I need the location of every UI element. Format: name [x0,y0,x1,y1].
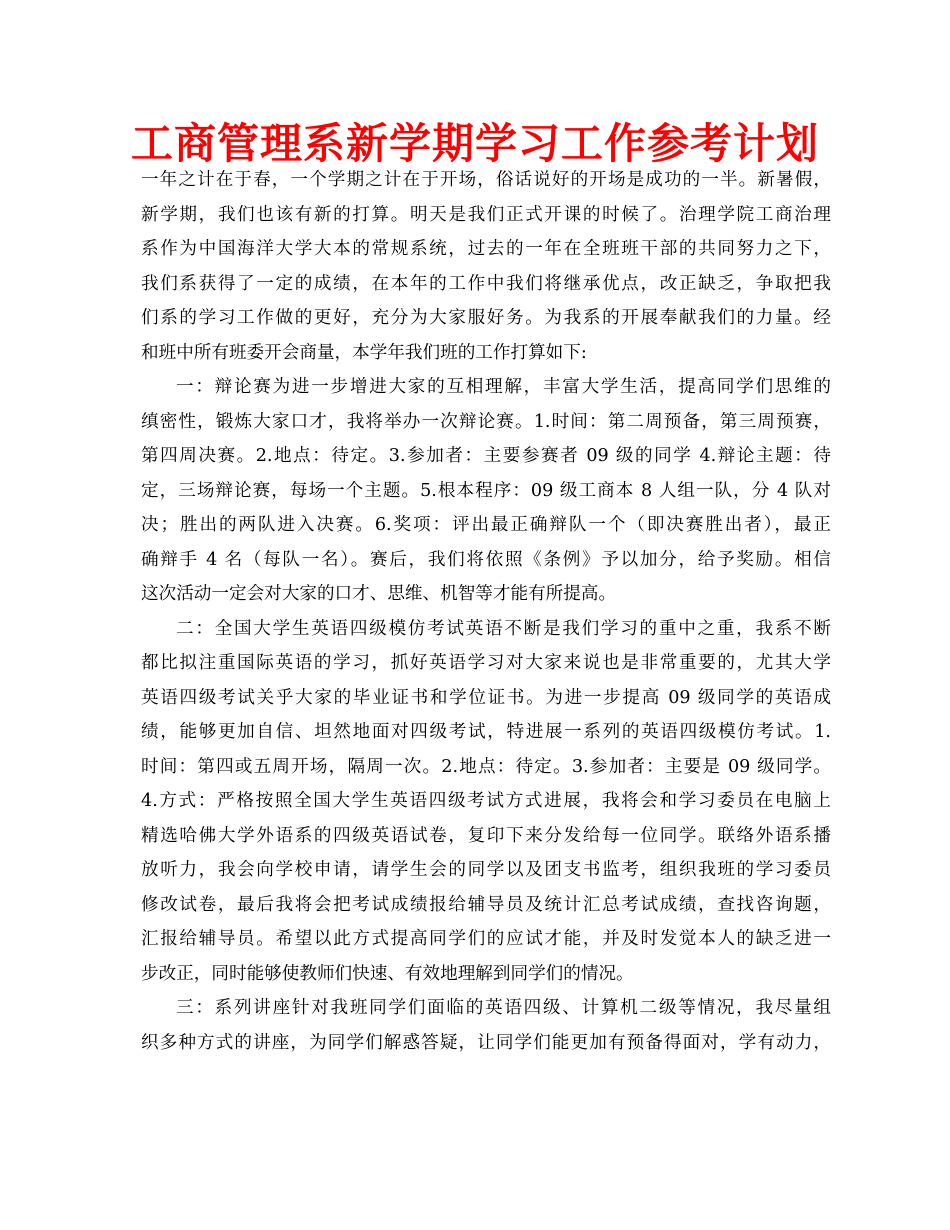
document-body [141,163,831,1060]
text-line: 汇报给辅导员。希望以此方式提高同学们的应试才能，并及时发觉本人的缺乏进一 [141,929,831,949]
text-line: 系作为中国海洋大学大本的常规系统，过去的一年在全班班干部的共同努力之下， [141,239,831,259]
text-line: 决；胜出的两队进入决赛。6.奖项：评出最正确辩队一个（即决赛胜出者），最正 [141,515,831,535]
text-line: 新学期，我们也该有新的打算。明天是我们正式开课的时候了。治理学院工商治理 [141,204,831,225]
text-line: 定，三场辩论赛，每场一个主题。5.根本程序：09 级工商本 8 人组一队，分 4 队对 [141,480,831,501]
text-line: 英语四级考试关乎大家的毕业证书和学位证书。为进一步提高 09 级同学的英语成 [141,687,831,708]
text-line: 修改试卷，最后我将会把考试成绩报给辅导员及统计汇总考试成绩，查找咨询题， [141,894,831,915]
text-line: 精选哈佛大学外语系的四级英语试卷，复印下来分发给每一位同学。联络外语系播 [141,825,831,846]
text-line: 二：全国大学生英语四级模仿考试英语不断是我们学习的重中之重，我系不断 [176,618,831,639]
text-line: 们系的学习工作做的更好，充分为大家服好务。为我系的开展奉献我们的力量。经 [141,308,831,328]
text-line: 确辩手 4 名（每队一名）。赛后，我们将依照《条例》予以加分，给予奖励。相信 [141,549,831,570]
text-line: 织多种方式的讲座，为同学们解惑答疑，让同学们能更加有预备得面对，学有动力， [141,1032,831,1053]
text-line: 一：辩论赛为进一步增进大家的互相理解，丰富大学生活，提高同学们思维的 [176,377,831,397]
document-title: 工商管理系新学期学习工作参考计划 [130,119,819,168]
text-line: 我们系获得了一定的成绩，在本年的工作中我们将继承优点，改正缺乏，争取把我 [141,273,831,294]
text-line: 三：系列讲座针对我班同学们面临的英语四级、计算机二级等情况，我尽量组 [176,998,831,1018]
text-line: 和班中所有班委开会商量，本学年我们班的工作打算如下: [141,342,587,363]
text-line: 缜密性，锻炼大家口才，我将举办一次辩论赛。1.时间：第二周预备，第三周预赛， [141,411,831,432]
text-line: 一年之计在于春，一个学期之计在于开场，俗话说好的开场是成功的一半。新暑假， [141,170,831,190]
text-line: 绩，能够更加自信、坦然地面对四级考试，特进展一系列的英语四级模仿考试。1. [141,722,831,742]
text-line: 都比拟注重国际英语的学习，抓好英语学习对大家来说也是非常重要的，尤其大学 [141,653,831,673]
text-line: 步改正，同时能够使教师们快速、有效地理解到同学们的情况。 [141,963,634,984]
text-line: 放听力，我会向学校申请，请学生会的同学以及团支书监考，组织我班的学习委员 [141,860,831,880]
text-line: 第四周决赛。2.地点：待定。3.参加者：主要参赛者 09 级的同学 4.辩论主题：待 [141,446,831,466]
text-line: 这次活动一定会对大家的口才、思维、机智等才能有所提高。 [141,584,617,604]
text-line: 4.方式：严格按照全国大学生英语四级考试方式进展，我将会和学习委员在电脑上 [141,791,831,811]
text-line: 时间：第四或五周开场，隔周一次。2.地点：待定。3.参加者：主要是 09 级同学。 [141,756,831,777]
